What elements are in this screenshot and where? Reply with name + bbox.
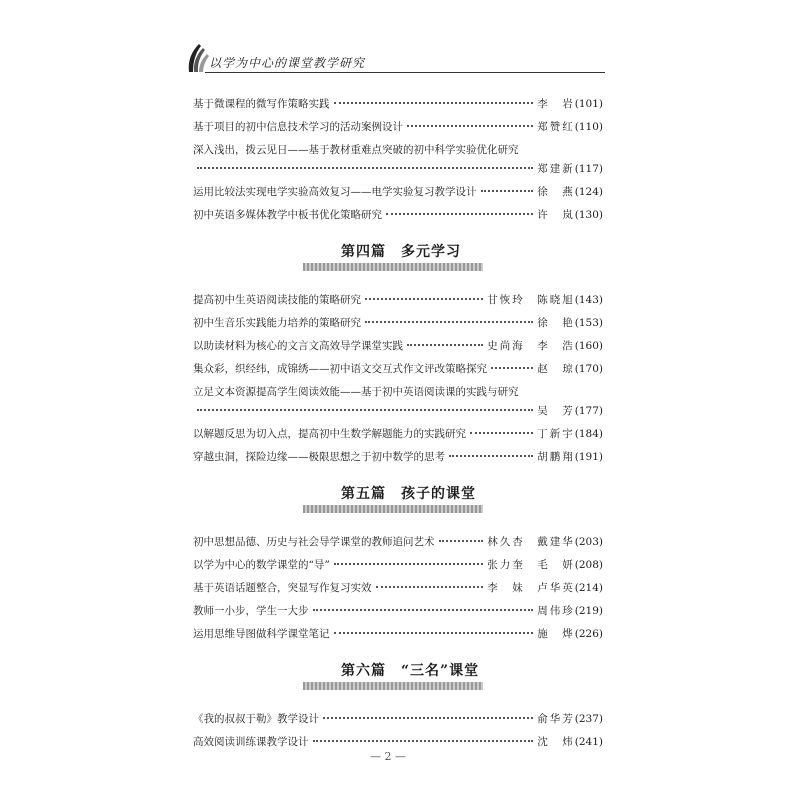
toc-entry-page: (219) bbox=[574, 605, 603, 617]
toc-entry-author: 赵 琼 bbox=[537, 363, 575, 375]
toc-entry-author: 俞华芳 bbox=[537, 713, 575, 725]
toc-entry[interactable] bbox=[193, 314, 603, 337]
running-header-title: 以学为中心的课堂教学研究 bbox=[209, 56, 366, 70]
toc-entry-title: 集众彩，织经纬，成锦绣——初中语文交互式作文评改策略探究 bbox=[193, 363, 487, 375]
leader-dots bbox=[197, 409, 533, 411]
table-of-contents bbox=[193, 95, 603, 756]
leader-dots bbox=[323, 717, 533, 719]
toc-entry[interactable] bbox=[193, 625, 603, 648]
leader-dots bbox=[449, 455, 533, 457]
toc-entry-page: (170) bbox=[574, 363, 603, 375]
leader-dots bbox=[407, 344, 483, 346]
toc-entry[interactable] bbox=[193, 602, 603, 625]
toc-entry-author: 周伟珍 bbox=[537, 605, 575, 617]
toc-entry-title: 初中生音乐实践能力培养的策略研究 bbox=[193, 317, 361, 329]
toc-entry-page: (214) bbox=[574, 582, 603, 594]
leader-dots bbox=[407, 125, 533, 127]
leader-dots bbox=[481, 190, 534, 192]
toc-entry-title: 基于微课程的微写作策略实践 bbox=[193, 98, 330, 110]
toc-entry-author: 许 岚 bbox=[537, 209, 575, 221]
toc-entry-author: 丁新宇 bbox=[537, 428, 575, 440]
toc-entry-author: 李 岩 bbox=[537, 98, 575, 110]
toc-entry-page: (130) bbox=[574, 209, 603, 221]
toc-entry[interactable] bbox=[193, 383, 603, 425]
section-heading-4 bbox=[193, 235, 603, 281]
toc-entry-page: (124) bbox=[574, 186, 603, 198]
toc-entry-page: (143) bbox=[574, 294, 603, 306]
toc-entry[interactable] bbox=[193, 118, 603, 141]
toc-entry-title: 立足文本资源提高学生阅读效能——基于初中英语阅读课的实践与研究 bbox=[193, 386, 519, 398]
toc-entry-title: 穿越虫洞，探险边缘——极限思想之于初中数学的思考 bbox=[193, 451, 445, 463]
toc-entry[interactable] bbox=[193, 556, 603, 579]
toc-entry-page: (117) bbox=[574, 163, 603, 175]
toc-group bbox=[193, 533, 603, 648]
toc-entry-title: 提高初中生英语阅读技能的策略研究 bbox=[193, 294, 361, 306]
leader-dots bbox=[439, 540, 484, 542]
toc-entry-author: 林久杏 戴建华 bbox=[487, 536, 575, 548]
toc-entry-author: 沈 炜 bbox=[537, 736, 575, 748]
toc-entry-page: (241) bbox=[574, 736, 603, 748]
toc-entry[interactable] bbox=[193, 141, 603, 183]
toc-entry-author: 施 烨 bbox=[537, 628, 575, 640]
toc-group bbox=[193, 95, 603, 229]
toc-entry-title: 以解题反思为切入点，提高初中生数学解题能力的实践研究 bbox=[193, 428, 466, 440]
toc-entry[interactable] bbox=[193, 425, 603, 448]
toc-entry-title: 初中思想品德、历史与社会导学课堂的教师追问艺术 bbox=[193, 536, 435, 548]
toc-entry-author: 郑赞红 bbox=[537, 121, 575, 133]
section-heading-bar bbox=[303, 505, 483, 513]
toc-entry-title: 以学为中心的数学课堂的“导” bbox=[193, 559, 330, 571]
toc-entry-author: 郑建新 bbox=[537, 163, 575, 175]
toc-entry-page: (226) bbox=[574, 628, 603, 640]
toc-entry-author: 李 妹 卢华英 bbox=[487, 582, 575, 594]
section-heading-bar bbox=[303, 263, 483, 271]
toc-entry[interactable] bbox=[193, 206, 603, 229]
toc-entry-author: 张力奎 毛 妍 bbox=[487, 559, 575, 571]
toc-entry-author: 甘恢玲 陈晓旭 bbox=[487, 294, 575, 306]
toc-entry[interactable] bbox=[193, 337, 603, 360]
toc-entry-title: 初中英语多媒体教学中板书优化策略研究 bbox=[193, 209, 382, 221]
toc-entry-page: (153) bbox=[574, 317, 603, 329]
toc-entry-page: (191) bbox=[574, 451, 603, 463]
toc-entry-author: 徐 燕 bbox=[537, 186, 575, 198]
toc-entry-author: 吴 芳 bbox=[537, 405, 575, 417]
toc-entry[interactable] bbox=[193, 360, 603, 383]
toc-entry[interactable] bbox=[193, 291, 603, 314]
toc-entry-title: 运用比较法实现电学实验高效复习——电学实验复习教学设计 bbox=[193, 186, 477, 198]
page-number: — 2 — bbox=[370, 750, 406, 763]
section-heading-5 bbox=[193, 477, 603, 523]
toc-entry-author: 史尚海 李 浩 bbox=[487, 340, 575, 352]
toc-entry[interactable] bbox=[193, 579, 603, 602]
toc-entry-title: 教师一小步，学生一大步 bbox=[193, 605, 309, 617]
toc-entry[interactable] bbox=[193, 448, 603, 471]
leader-dots bbox=[334, 563, 484, 565]
toc-entry-title: 基于英语话题整合，突显写作复习实效 bbox=[193, 582, 372, 594]
toc-entry-page: (184) bbox=[574, 428, 603, 440]
toc-entry[interactable] bbox=[193, 533, 603, 556]
leader-dots bbox=[386, 213, 533, 215]
toc-entry-title: 深入浅出，拨云见日——基于教材重难点突破的初中科学实验优化研究 bbox=[193, 144, 519, 156]
leader-dots bbox=[470, 432, 533, 434]
toc-entry-title: 以助读材料为核心的文言文高效导学课堂实践 bbox=[193, 340, 403, 352]
toc-entry-author: 胡鹏翔 bbox=[537, 451, 575, 463]
leader-dots bbox=[365, 321, 533, 323]
toc-entry-page: (237) bbox=[574, 713, 603, 725]
toc-entry[interactable] bbox=[193, 183, 603, 206]
leader-dots bbox=[197, 167, 533, 169]
toc-entry-page: (101) bbox=[574, 98, 603, 110]
toc-entry-page: (110) bbox=[574, 121, 603, 133]
toc-entry-title: 运用思维导图做科学课堂笔记 bbox=[193, 628, 330, 640]
leader-dots bbox=[365, 298, 483, 300]
toc-entry-title: 高效阅读训练课教学设计 bbox=[193, 736, 309, 748]
leader-dots bbox=[334, 102, 534, 104]
section-heading-label: 第四篇 多元学习 bbox=[333, 241, 469, 261]
toc-entry-title: 《我的叔叔于勒》教学设计 bbox=[193, 713, 319, 725]
section-heading-bar bbox=[303, 682, 483, 690]
leader-dots bbox=[313, 609, 534, 611]
section-heading-6 bbox=[193, 654, 603, 700]
leader-dots bbox=[376, 586, 484, 588]
toc-entry-page: (177) bbox=[574, 405, 603, 417]
toc-entry-author: 徐 艳 bbox=[537, 317, 575, 329]
running-header bbox=[185, 40, 605, 76]
toc-entry-title: 基于项目的初中信息技术学习的活动案例设计 bbox=[193, 121, 403, 133]
leader-dots bbox=[491, 367, 533, 369]
toc-group bbox=[193, 291, 603, 471]
header-rule bbox=[205, 72, 605, 73]
leader-dots bbox=[313, 740, 534, 742]
section-heading-label: 第六篇 “三名”课堂 bbox=[333, 660, 487, 680]
section-heading-label: 第五篇 孩子的课堂 bbox=[333, 483, 484, 503]
toc-entry[interactable] bbox=[193, 710, 603, 733]
toc-entry-page: (203) bbox=[574, 536, 603, 548]
toc-entry-page: (160) bbox=[574, 340, 603, 352]
toc-entry[interactable] bbox=[193, 95, 603, 118]
toc-entry-page: (208) bbox=[574, 559, 603, 571]
leader-dots bbox=[334, 632, 534, 634]
